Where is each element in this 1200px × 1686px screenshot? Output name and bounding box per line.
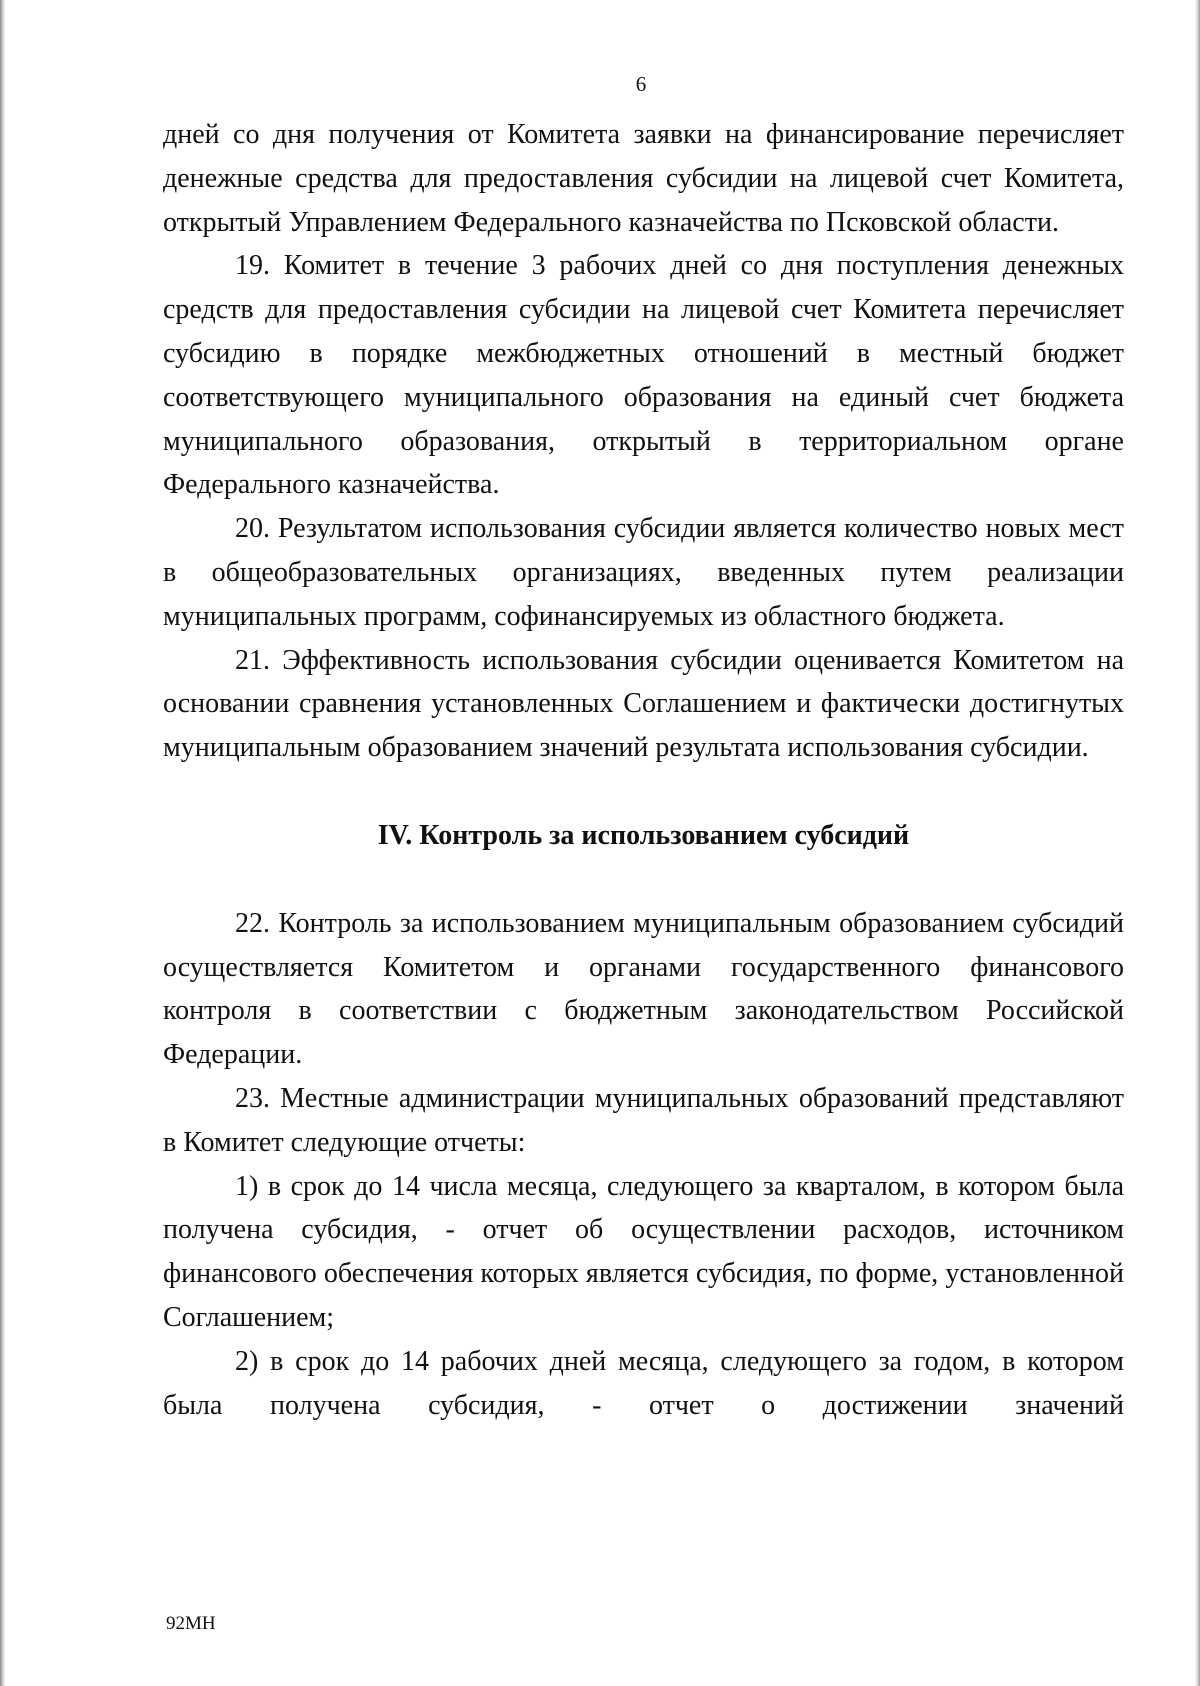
paragraph-continuation: дней со дня получения от Комитета заявки на финансирование перечисляет денежные средства для предоставления субсидии на лицевой счет Комитета, открытый Управлением Федерального казначейства по Псковской области. xyxy=(163,119,1124,238)
list-item-1: 1) в срок до 14 числа месяца, следующего за кварталом, в котором была получена субсидия, - отчет об осуществлении расходов, источником финансового обеспечения которых является субсидия, по форме, установленной Соглашением; xyxy=(163,1170,1124,1333)
paragraph-21: 21. Эффективность использования субсидии оценивается Комитетом на основании сравнения установленных Соглашением и фактически достигнутых муниципальным образованием значений результата использования субсидии. xyxy=(163,644,1124,764)
document-body xyxy=(163,113,1124,1427)
footer-document-code: 92МН xyxy=(166,1613,216,1634)
paragraph-20: 20. Результатом использования субсидии является количество новых мест в общеобразовательных организациях, введенных путем реализации муниципальных программ, софинансируемых из областного бюджета. xyxy=(163,513,1124,632)
paragraph-19: 19. Комитет в течение 3 рабочих дней со дня поступления денежных средств для предоставления субсидии на лицевой счет Комитета перечисляет субсидию в порядке межбюджетных отношений в местный бюджет соответствующего муниципального образования на единый счет бюджета муниципального образования, открытый в территориальном органе Федерального казначейства. xyxy=(163,250,1124,501)
page-number: 6 xyxy=(635,72,647,96)
scan-edge-right xyxy=(1195,0,1200,1686)
scan-edge-left xyxy=(0,0,6,1686)
section-heading: IV. Контроль за использованием субсидий xyxy=(377,819,910,851)
list-item-2: 2) в срок до 14 рабочих дней месяца, следующего за годом, в котором была получена субсидия, - отчет о достижении значений xyxy=(163,1345,1124,1421)
paragraph-23: 23. Местные администрации муниципальных образований представляют в Комитет следующие отчеты: xyxy=(163,1082,1124,1158)
paragraph-22: 22. Контроль за использованием муниципальным образованием субсидий осуществляется Комитетом и органами государственного финансового контроля в соответствии с бюджетным законодательством Российской Федерации. xyxy=(163,907,1124,1071)
